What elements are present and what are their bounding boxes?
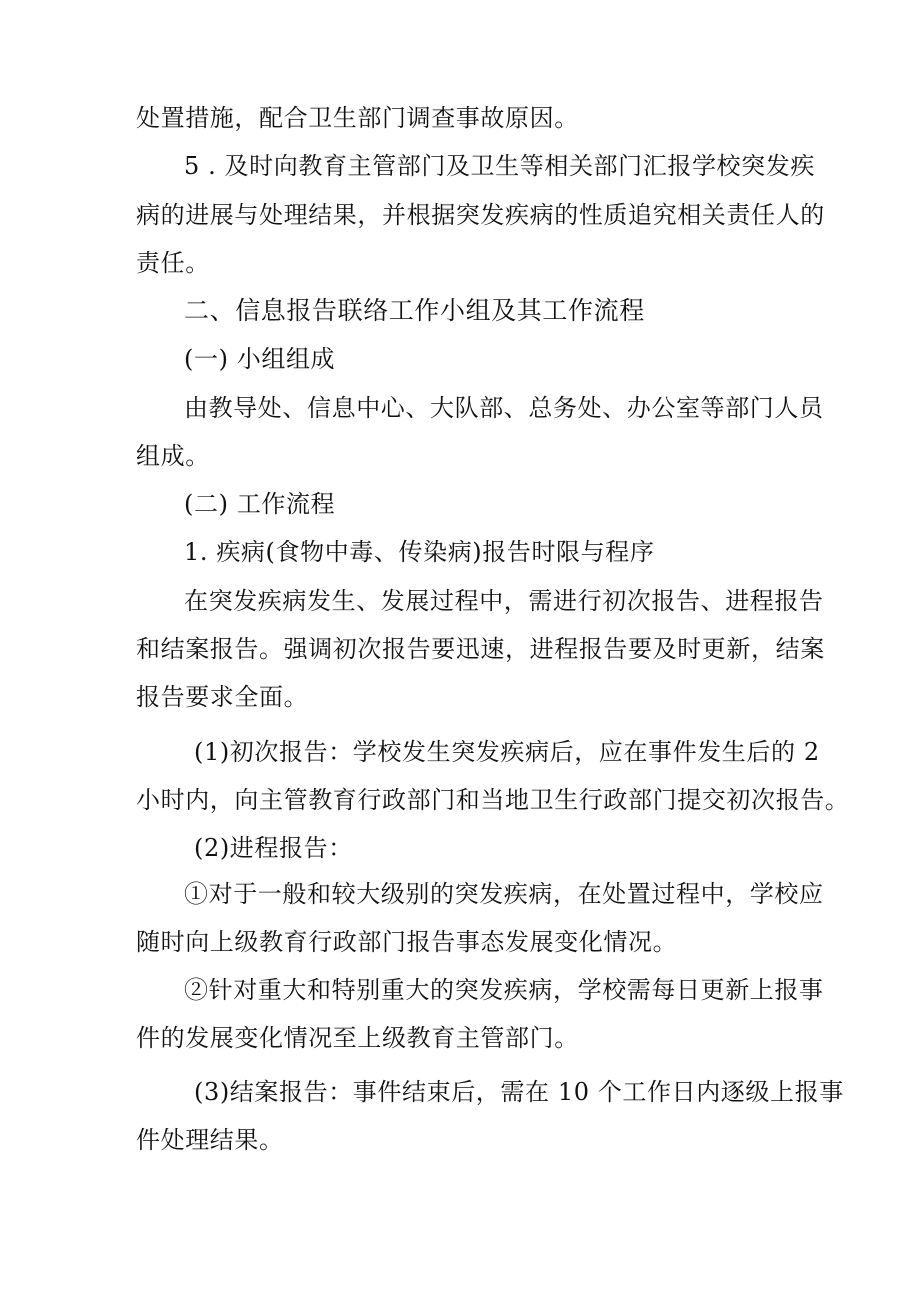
item-heading-disease-report: 1. 疾病(食物中毒、传染病)报告时限与程序 bbox=[184, 538, 655, 566]
paragraph-line-report-emphasis: 和结案报告。强调初次报告要迅速，进程报告要及时更新，结案 bbox=[136, 635, 825, 663]
paragraph-line-report-complete: 报告要求全面。 bbox=[136, 683, 309, 711]
paragraph-line-major-level: ②针对重大和特别重大的突发疾病，学校需每日更新上报事 bbox=[184, 976, 824, 1004]
paragraph-line-members: 由教导处、信息中心、大队部、总务处、办公室等部门人员 bbox=[184, 394, 824, 422]
paragraph-line-measures: 处置措施，配合卫生部门调查事故原因。 bbox=[136, 104, 579, 132]
paragraph-line-general-level: ①对于一般和较大级别的突发疾病，在处置过程中，学校应 bbox=[184, 880, 824, 908]
paragraph-line-item-5: 5 . 及时向教育主管部门及卫生等相关部门汇报学校突发疾 bbox=[184, 152, 815, 180]
paragraph-line-major-report: 件的发展变化情况至上级教育主管部门。 bbox=[136, 1024, 579, 1052]
paragraph-line-responsibility: 责任。 bbox=[136, 249, 210, 277]
subsection-heading-composition: (一) 小组组成 bbox=[184, 345, 336, 373]
paragraph-line-final-result: 件处理结果。 bbox=[136, 1126, 284, 1154]
paragraph-line-progress-report: (2)进程报告： bbox=[194, 834, 353, 862]
paragraph-line-composed: 组成。 bbox=[136, 442, 210, 470]
paragraph-line-report-types: 在突发疾病发生、发展过程中，需进行初次报告、进程报告 bbox=[184, 587, 824, 615]
paragraph-line-initial-deadline: 小时内，向主管教育行政部门和当地卫生行政部门提交初次报告。 bbox=[136, 786, 850, 814]
paragraph-line-final-report: (3)结案报告：事件结束后，需在 10 个工作日内逐级上报事 bbox=[194, 1078, 844, 1106]
paragraph-line-initial-report: (1)初次报告：学校发生突发疾病后，应在事件发生后的 2 bbox=[194, 738, 820, 766]
paragraph-line-progress: 病的进展与处理结果，并根据突发疾病的性质追究相关责任人的 bbox=[136, 201, 825, 229]
subsection-heading-workflow: (二) 工作流程 bbox=[184, 490, 336, 518]
section-heading: 二、信息报告联络工作小组及其工作流程 bbox=[184, 296, 645, 325]
paragraph-line-general-report: 随时向上级教育行政部门报告事态发展变化情况。 bbox=[136, 928, 678, 956]
